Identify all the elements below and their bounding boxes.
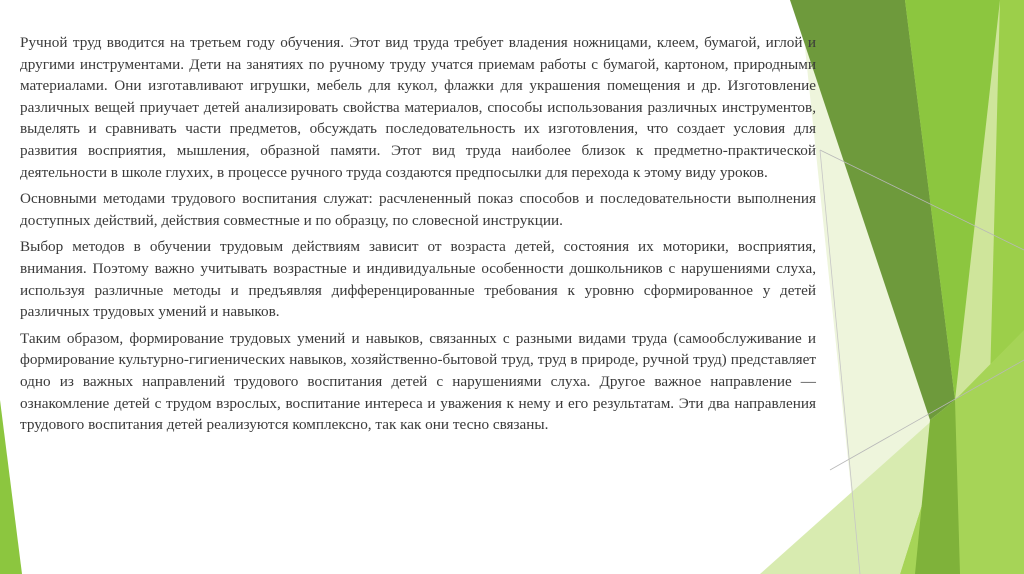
paragraph-conclusion: Таким образом, формирование трудовых умений и навыков, связанных с разными видами труда (самообслуживание и формирование культурно-гигиенических навыков, хозяйственно-бытовой труд, труд в природе, ручной труд) представляет одно из важных направлений трудового воспитания детей с нарушениями слуха. Другое важное направление — ознакомление детей с трудом взрослых, воспитание интереса и уважения к нему и его результатам. Эти два направления трудового воспитания детей реализуются комплексно, так как они тесно связаны. — [20, 329, 816, 434]
paragraph-method-choice: Выбор методов в обучении трудовым действиям зависит от возраста детей, состояния их моторики, восприятия, внимания. Поэтому важно учитывать возрастные и индивидуальные особенности дошкольников с нарушениями слуха, используя различные методы и предъявляя дифференцированные требования к уровню сформированное у детей различных трудовых умений и навыков. — [20, 238, 816, 321]
main-text — [20, 32, 816, 441]
decor-left-bottom-triangle — [0, 400, 22, 574]
paragraph-methods: Основными методами трудового воспитания служат: расчлененный показ способов и последовательности выполнения доступных действий, действия совместные и по образцу, по словесной инструкции. — [20, 190, 816, 229]
paragraph-manual-labor: Ручной труд вводится на третьем году обучения. Этот вид труда требует владения ножницами, клеем, бумагой, иглой и другими инструментами. Дети на занятиях по ручному труду учатся приемам работы с бумагой, картоном, природными материалами. Они изготавливают игрушки, мебель для кукол, флажки для украшения помещения и др. Изготовление различных вещей приучает детей анализировать свойства материалов, способы использования различных инструментов, выделять и сравнивать части предметов, обсуждать последовательность их изготовления, что создает условия для развития восприятия, мышления, образной памяти. Этот вид труда наиболее близок к предметно-практической деятельности в школе глухих, в процессе ручного труда создаются предпосылки для перехода к этому виду уроков. — [20, 34, 816, 181]
